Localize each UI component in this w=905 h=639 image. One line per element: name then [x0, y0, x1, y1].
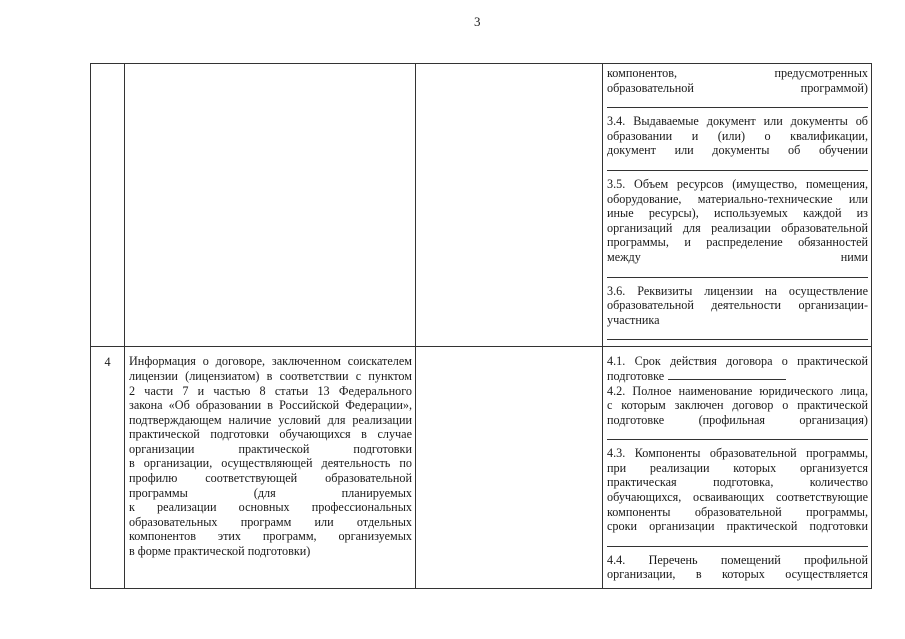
text-line: организации, в которых осуществляется	[607, 567, 868, 582]
row-number-cell	[91, 64, 125, 347]
text-line: подтверждающем наличие условий для реализации	[129, 412, 412, 427]
text-line: 4.3. Компоненты образовательной программы,	[607, 446, 868, 461]
text-line: образовательной программой)	[607, 80, 868, 95]
blank-line	[668, 369, 786, 380]
requirement-block	[607, 553, 868, 582]
text-line: организации практической подготовки	[129, 441, 412, 456]
text-line-start: подготовке	[607, 368, 665, 383]
license-info-cell	[125, 64, 416, 347]
text-line: 3.6. Реквизиты лицензии на осуществление	[607, 283, 868, 298]
text-line: 4.1. Срок действия договора о практической	[607, 354, 868, 369]
text-line: образовании и (или) о квалификации,	[607, 128, 868, 143]
text-line: 3.5. Объем ресурсов (имущество, помещения,	[607, 176, 868, 191]
text-line: сроки организации практической подготовки	[607, 519, 868, 534]
text-line: программы, и распределение обязанностей	[607, 235, 868, 250]
text-line: профилю соответствующей образовательной	[129, 471, 412, 486]
requirement-block	[607, 354, 868, 383]
text-line: практическая подготовка, количество	[607, 475, 868, 490]
text-line: образовательной деятельности организации-	[607, 298, 868, 313]
requirement-block	[607, 114, 868, 171]
text-line: иные ресурсы), используемых каждой из	[607, 206, 868, 221]
text-line: закона «Об образовании в Российской Федерации»,	[129, 398, 412, 413]
requirement-block	[607, 384, 868, 441]
text-line: Информация о договоре, заключенном соискателем	[129, 354, 412, 369]
requirement-block	[607, 446, 868, 547]
text-line: практической подготовки обучающихся в случае	[129, 427, 412, 442]
text-line: 4.4. Перечень помещений профильной	[607, 552, 868, 567]
text-line: документ или документы об обучении	[607, 143, 868, 158]
text-line: лицензии (лицензиатом) в соответствии с пунктом	[129, 368, 412, 383]
text-line: 4.2. Полное наименование юридического лица,	[607, 383, 868, 398]
text-line: при реализации которых организуется	[607, 460, 868, 475]
text-line: организаций для реализации образовательной	[607, 220, 868, 235]
text-line: в организации, осуществляющей деятельность по	[129, 456, 412, 471]
text-line: к реализации основных профессиональных	[129, 500, 412, 515]
text-line: 3.4. Выдаваемые документ или документы об	[607, 114, 868, 129]
table-row	[91, 64, 872, 347]
text-line: оборудование, материально-технические или	[607, 191, 868, 206]
text-line	[607, 369, 868, 384]
table-row	[91, 347, 872, 589]
requirements-cell	[603, 347, 872, 589]
text-line: подготовке (профильная организация)	[607, 412, 868, 427]
text-line: компонентов, предусмотренных	[607, 66, 868, 80]
requirements-table	[90, 63, 872, 589]
text-line: обучающихся, осваивающих соответствующие	[607, 490, 868, 505]
requirements-cell	[603, 64, 872, 347]
requirement-block	[607, 284, 868, 341]
text-line: программы (для планируемых	[129, 485, 412, 500]
license-info-cell	[125, 347, 416, 589]
text-line: в форме практической подготовки)	[129, 544, 311, 559]
row-number-cell	[91, 347, 125, 589]
text-line: компонентов этих программ, организуемых	[129, 529, 412, 544]
text-line: образовательных программ или отдельных	[129, 514, 412, 529]
text-line: компоненты образовательной программы,	[607, 504, 868, 519]
row-number: 4	[104, 355, 111, 370]
text-line: между ними	[607, 249, 868, 264]
text-line: участника	[607, 312, 660, 327]
text-line: 2 части 7 и частью 8 статьи 13 Федерального	[129, 383, 412, 398]
empty-column-cell	[416, 64, 603, 347]
page-number: 3	[474, 14, 481, 29]
text-line: с которым заключен договор о практической	[607, 398, 868, 413]
requirement-block	[607, 177, 868, 278]
empty-column-cell	[416, 347, 603, 589]
requirement-block	[607, 66, 868, 108]
